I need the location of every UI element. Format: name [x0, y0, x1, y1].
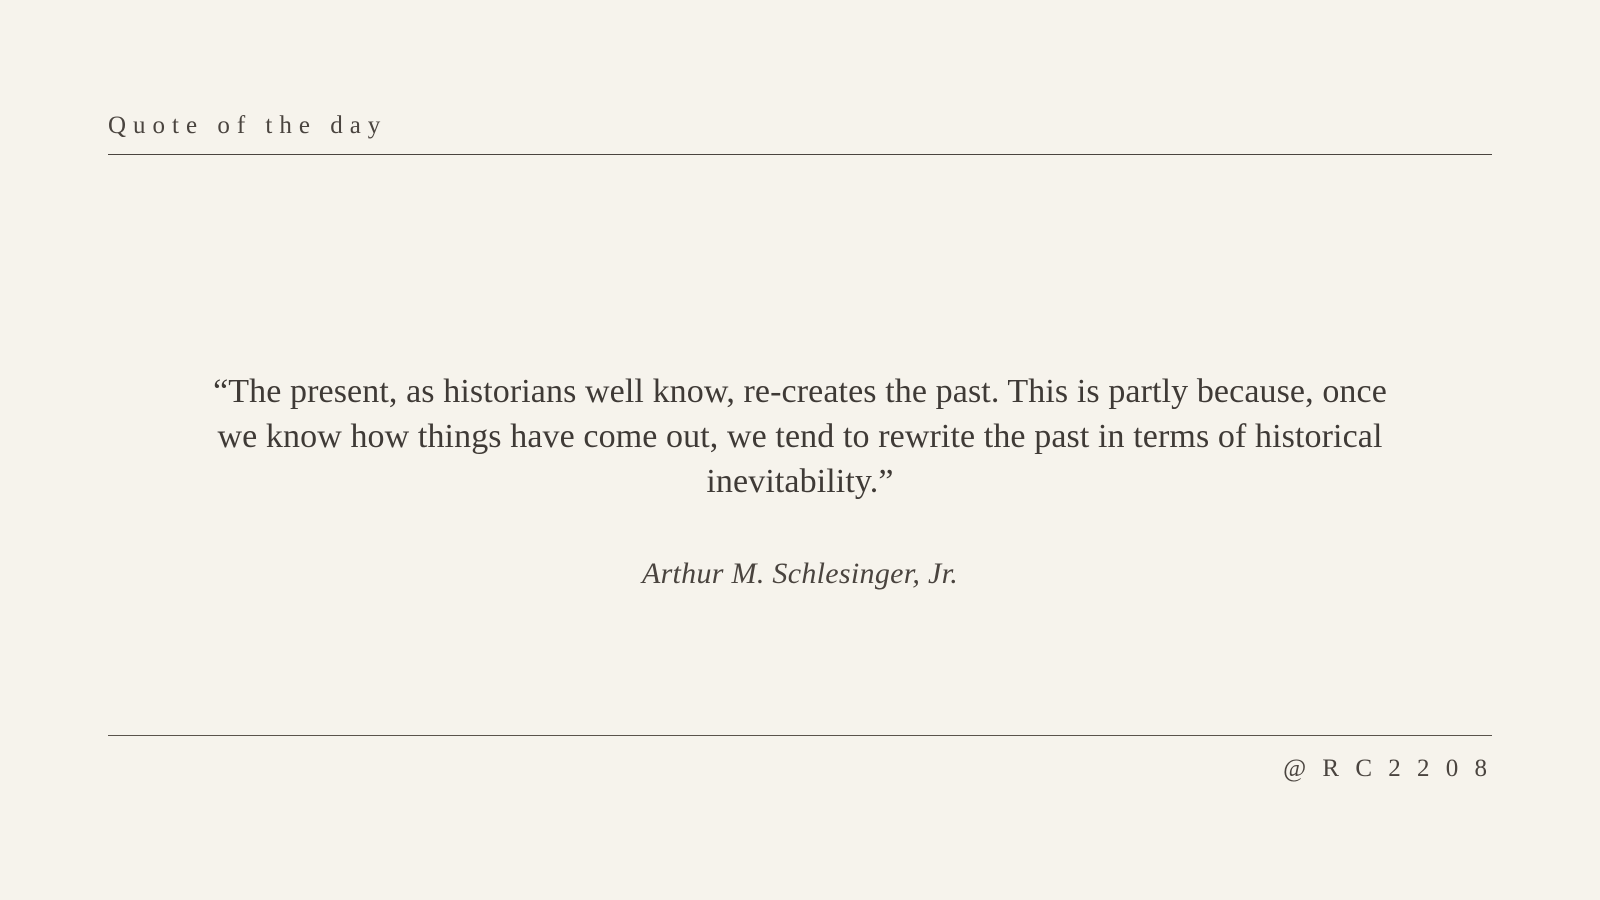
footer-divider [108, 735, 1492, 736]
card-footer [108, 755, 1492, 783]
author-handle: @ R C 2 2 0 8 [1283, 755, 1492, 782]
quote-author: Arthur M. Schlesinger, Jr. [641, 556, 959, 590]
card-header [108, 112, 1492, 155]
quote-text: “The present, as historians well know, re-creates the past. This is partly because, once we know how things have come out, we tend to rewrite the past in terms of historical inevitability.” [213, 373, 1387, 500]
header-divider [108, 154, 1492, 155]
page-title: Quote of the day [108, 112, 388, 139]
quote-block [200, 370, 1400, 591]
